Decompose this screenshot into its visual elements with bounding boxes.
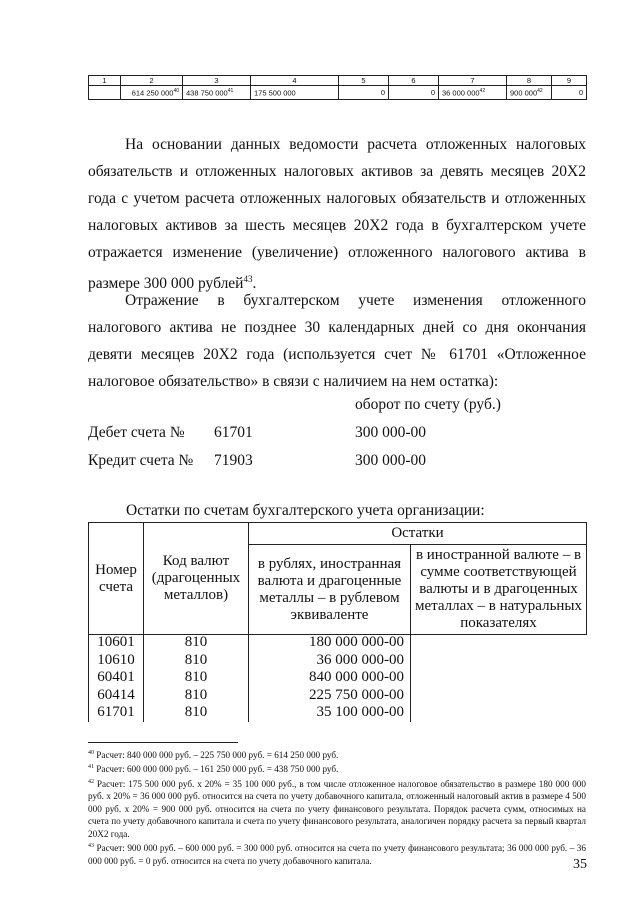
account-cell: 60414 [89,687,144,705]
table-row [89,687,411,705]
code-cell: 810 [144,652,249,670]
top-table-header: 2 [121,76,183,86]
balances-table-header [88,522,587,635]
code-cell: 810 [144,669,249,687]
top-table-cell: 0 [389,86,439,100]
footnote: $^{43}$ Расчет: 900 000 руб. – 600 000 руб. = 300 000 руб. относится на счета по учету финансового результата; 36 000 000 руб. – 36 000 000 руб. = 0 руб. относится на счета по учету добавочного капитала. [88,843,586,866]
code-cell: 810 [144,704,249,722]
footnote: $^{40}$ Расчет: 840 000 000 руб. – 225 750 000 руб. = 614 250 000 руб. [88,750,339,761]
top-table-row [89,86,587,100]
top-table-header: 6 [389,76,439,86]
top-table-header: 1 [89,76,121,86]
credit-label: Кредит счета № [88,452,194,469]
paragraph-deferred-tax-change: На основании данных ведомости расчета отложенных налоговых обязательств и отложенных налоговых активов за девять месяцев 20Х2 года с учетом расчета отложенных налоговых обязательств и отложенных налоговых активов за шесть месяцев 20Х2 года в бухгалтерском учете отражается изменение (увеличение) отложенного налогового актива в размере 300 000 рублей$^{43}$. [88,136,586,293]
table-row [89,669,411,687]
top-table-header: 9 [552,76,587,86]
debit-amount: 300 000-00 [355,424,427,441]
top-table-cell: 0 [552,86,587,100]
top-table-header: 3 [183,76,251,86]
top-table-cell: 614 250 $000^{40}$ [121,86,183,100]
col-rub-header: в рублях, иностранная валюта и драгоценные металлы – в рублевом эквиваленте [249,545,411,635]
footnote-divider [88,742,238,743]
debit-label: Дебет счета № [88,424,185,441]
top-table [88,75,587,100]
table-row [89,652,411,670]
top-table-cell [89,86,121,100]
top-table-header: 8 [507,76,552,86]
top-table-header: 5 [339,76,389,86]
debit-account: 61701 [214,424,253,441]
amount-cell: 35 100 000-00 [249,704,411,722]
account-cell: 10601 [89,634,144,652]
code-cell: 810 [144,687,249,705]
amount-cell: 180 000 000-00 [249,634,411,652]
paragraph-accounting-entry: Отражение в бухгалтерском учете изменения отложенного налогового актива не позднее 30 календарных дней со дня окончания девяти месяцев 20Х2 года (используется счет № 61701 «Отложенное налоговое обязательство» в связи с наличием на нем остатка): [88,292,586,390]
amount-cell: 225 750 000-00 [249,687,411,705]
account-cell: 61701 [89,704,144,722]
account-cell: 60401 [89,669,144,687]
footnote: $^{42}$ Расчет: 175 500 000 руб. х 20% = 35 100 000 руб., в том числе отложенное налоговое обязательство в размере 180 000 000 руб. х 20% = 36 000 000 руб. относится на счета по учету добавочного капитала, отложенный налоговый актив в размере 4 500 000 руб. х 20% = 900 000 руб. относится на счета по учету финансового результата. Порядок расчета сумм, относимых на счета по учету добавочного капитала и счета по учету финансового результата, аналогичен порядку расчета за первый квартал 20Х2 года. [88,778,586,839]
table-row [89,704,411,722]
top-table-cell: 438 750 $000^{41}$ [183,86,251,100]
top-table-cell: 175 500 000 [251,86,339,100]
code-cell: 810 [144,634,249,652]
footnotes [88,747,586,867]
credit-account: 71903 [214,452,253,469]
col-account-header: Номер счета [89,523,144,635]
page-number: 35 [573,857,587,872]
balances-table-body [88,634,411,722]
top-table-cell: 0 [339,86,389,100]
top-table-header: 4 [251,76,339,86]
col-fx-header: в иностранной валюте – в сумме соответствующей валюты и в драгоценных металлах – в натуральных показателях [411,545,587,635]
top-table-header: 7 [439,76,507,86]
top-table-cell: 36 000 $000^{42}$ [439,86,507,100]
footnote: $^{41}$ Расчет: 600 000 000 руб. – 161 250 000 руб. = 438 750 000 руб. [88,764,339,775]
amount-cell: 36 000 000-00 [249,652,411,670]
amount-cell: 840 000 000-00 [249,669,411,687]
top-table-cell: 900 $000^{42}$ [507,86,552,100]
credit-amount: 300 000-00 [355,452,427,469]
account-cell: 10610 [89,652,144,670]
footnote-ref: 43 [243,274,253,284]
col-currency-header: Код валют (драгоценных металлов) [144,523,249,635]
turnover-header: оборот по счету (руб.) [355,396,501,413]
top-table-header-row [89,76,587,86]
balances-title: Остатки по счетам бухгалтерского учета организации: [126,502,485,519]
table-row [89,634,411,652]
col-balances-header: Остатки [249,523,587,545]
